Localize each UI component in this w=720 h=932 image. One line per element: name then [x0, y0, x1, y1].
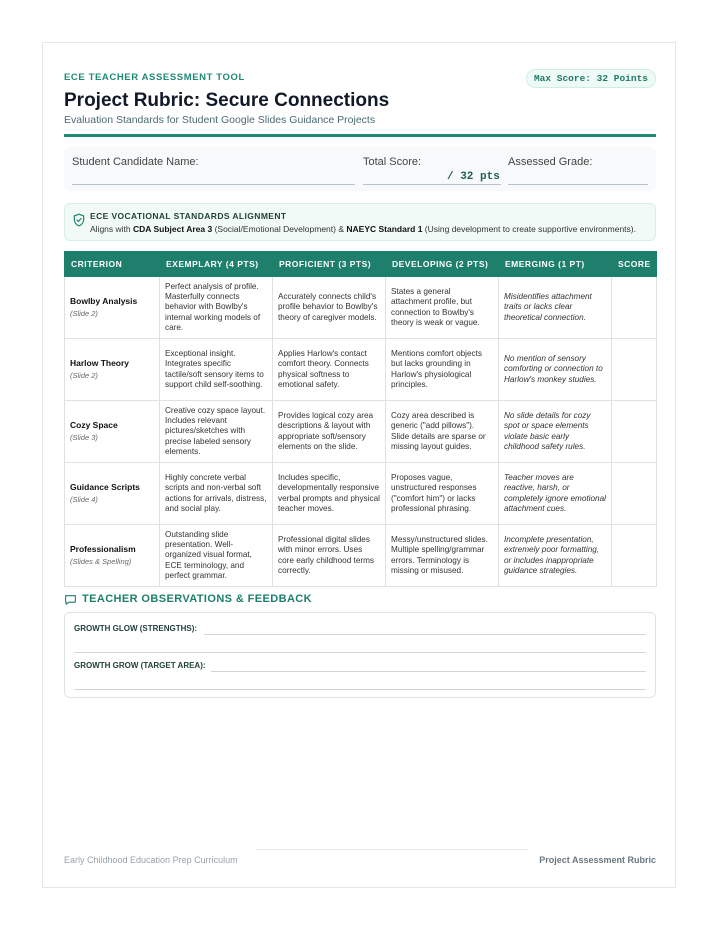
student-info-box [64, 147, 656, 191]
score-cell[interactable] [612, 339, 657, 401]
criterion-name: Cozy Space [70, 420, 118, 431]
growth-grow-line-1[interactable] [211, 671, 646, 672]
proficient-cell: Applies Harlow's contact comfort theory. Connects physical softness to emotional safety. [273, 339, 386, 401]
alignment-title: ECE VOCATIONAL STANDARDS ALIGNMENT [90, 211, 287, 221]
growth-glow-label: GROWTH GLOW (STRENGTHS): [74, 624, 198, 633]
column-header: SCORE [612, 252, 657, 277]
column-header: CRITERION [65, 252, 160, 277]
total-score-suffix: / 32 pts [447, 171, 500, 183]
rubric-header-row [65, 252, 657, 277]
growth-glow-line-1[interactable] [204, 634, 646, 635]
total-score-label: Total Score: [363, 156, 422, 168]
page-title: Project Rubric: Secure Connections [64, 90, 390, 111]
exemplary-cell: Outstanding slide presentation. Well-organized visual format, ECE terminology, and perfect grammar. [160, 525, 273, 587]
table-row [65, 525, 657, 587]
exemplary-cell: Exceptional insight. Integrates specific tactile/soft sensory items to support child self-soothing. [160, 339, 273, 401]
score-cell[interactable] [612, 463, 657, 525]
max-score-badge: Max Score: 32 Points [526, 69, 656, 88]
table-row [65, 277, 657, 339]
score-cell[interactable] [612, 401, 657, 463]
rubric-table [64, 251, 657, 587]
criterion-slide: (Slide 2) [70, 308, 98, 318]
proficient-cell: Professional digital slides with minor errors. Uses core early childhood terms correctly. [273, 525, 386, 587]
emerging-cell: No slide details for cozy spot or space elements violate basic early childhood safety rules. [499, 401, 612, 463]
score-cell[interactable] [612, 525, 657, 587]
criterion-slide: (Slides & Spelling) [70, 556, 132, 566]
proficient-cell: Accurately connects child's profile behavior to Bowlby's theory of caregiver models. [273, 277, 386, 339]
criterion-name: Guidance Scripts [70, 482, 140, 493]
growth-grow-line-2[interactable] [74, 689, 646, 690]
message-square-icon [64, 594, 77, 606]
proficient-cell: Includes specific, developmentally responsive verbal prompts and physical teacher moves. [273, 463, 386, 525]
column-header: EMERGING (1 PT) [499, 252, 612, 277]
emerging-cell: Misidentifies attachment traits or lacks clear theoretical connection. [499, 277, 612, 339]
emerging-cell: No mention of sensory comforting or connection to Harlow's monkey studies. [499, 339, 612, 401]
student-name-label: Student Candidate Name: [72, 156, 199, 168]
table-row [65, 339, 657, 401]
exemplary-cell: Perfect analysis of profile. Masterfully connects behavior with Bowlby's internal working models of care. [160, 277, 273, 339]
emerging-cell: Teacher moves are reactive, harsh, or completely ignore emotional attachment cues. [499, 463, 612, 525]
column-header: DEVELOPING (2 PTS) [386, 252, 499, 277]
developing-cell: Cozy area described is generic ("add pillows"). Slide details are sparse or missing layout guides. [386, 401, 499, 463]
criterion-name: Bowlby Analysis [70, 296, 138, 307]
assessed-grade-field[interactable] [508, 184, 648, 185]
growth-glow-line-2[interactable] [74, 652, 646, 653]
footer-curriculum: Early Childhood Education Prep Curriculum [64, 855, 238, 865]
developing-cell: States a general attachment profile, but connection to Bowlby's theory is weak or vague. [386, 277, 499, 339]
proficient-cell: Provides logical cozy area descriptions & layout with appropriate soft/sensory elements on the slide. [273, 401, 386, 463]
criterion-cell [65, 401, 160, 463]
assessed-grade-label: Assessed Grade: [508, 156, 593, 168]
shield-check-icon [72, 213, 86, 227]
alignment-text: Aligns with CDA Subject Area 3 (Social/Emotional Development) & NAEYC Standard 1 (Using development to create supportive environments). [90, 224, 636, 234]
criterion-slide: (Slide 4) [70, 494, 98, 504]
footer-divider [256, 849, 528, 850]
standards-alignment-box [64, 203, 656, 241]
emerging-cell: Incomplete presentation, extremely poor formatting, or includes inappropriate guidance strategies. [499, 525, 612, 587]
document-page [42, 42, 676, 888]
criterion-cell [65, 277, 160, 339]
developing-cell: Proposes vague, unstructured responses ("comfort him") or lacks professional phrasing. [386, 463, 499, 525]
criterion-name: Harlow Theory [70, 358, 130, 369]
criterion-cell [65, 463, 160, 525]
criterion-cell [65, 339, 160, 401]
kicker-label: ECE TEACHER ASSESSMENT TOOL [64, 72, 245, 83]
exemplary-cell: Creative cozy space layout. Includes relevant pictures/sketches with precise labeled sensory elements. [160, 401, 273, 463]
criterion-slide: (Slide 3) [70, 432, 98, 442]
exemplary-cell: Highly concrete verbal scripts and non-verbal soft actions for arrivals, distress, and social play. [160, 463, 273, 525]
criterion-slide: (Slide 2) [70, 370, 98, 380]
criterion-cell [65, 525, 160, 587]
student-name-field[interactable] [72, 184, 355, 185]
column-header: EXEMPLARY (4 PTS) [160, 252, 273, 277]
page-subtitle: Evaluation Standards for Student Google Slides Guidance Projects [64, 114, 376, 126]
table-row [65, 401, 657, 463]
observations-title: TEACHER OBSERVATIONS & FEEDBACK [82, 593, 312, 605]
criterion-name: Professionalism [70, 544, 136, 555]
score-cell[interactable] [612, 277, 657, 339]
total-score-field[interactable] [363, 184, 501, 185]
growth-grow-label: GROWTH GROW (TARGET AREA): [74, 661, 206, 670]
footer-doc-name: Project Assessment Rubric [539, 855, 656, 865]
table-row [65, 463, 657, 525]
developing-cell: Mentions comfort objects but lacks grounding in Harlow's physiological principles. [386, 339, 499, 401]
observations-box [64, 612, 656, 698]
developing-cell: Messy/unstructured slides. Multiple spelling/grammar errors. Terminology is missing or misused. [386, 525, 499, 587]
header-divider [64, 134, 656, 137]
column-header: PROFICIENT (3 PTS) [273, 252, 386, 277]
